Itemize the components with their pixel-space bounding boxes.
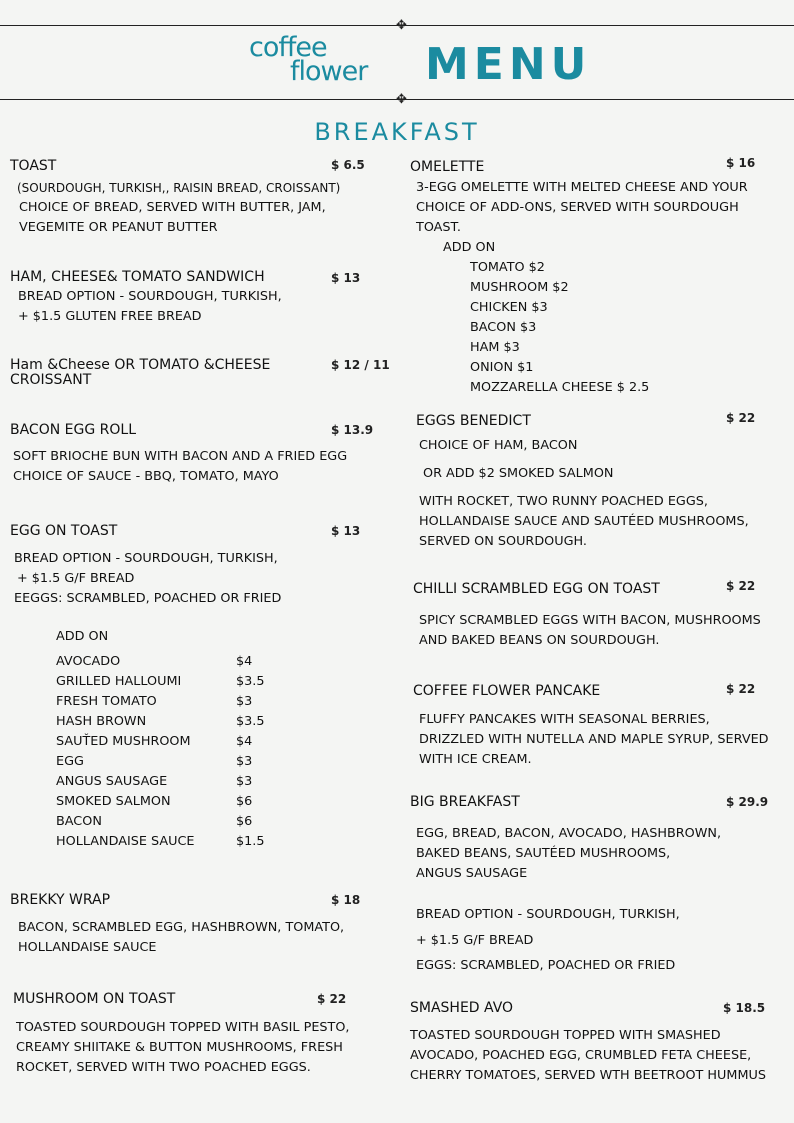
- item-desc-egg-on-toast: [14, 549, 281, 609]
- desc-line: + $1.5 G/F BREAD: [17, 571, 135, 586]
- item-name-croissant: Ham &Cheese OR TOMATO &CHEESE CROISSANT: [10, 357, 271, 388]
- addon-price: $3: [236, 754, 253, 769]
- item-name-omelette: OMELETTE: [410, 159, 485, 175]
- item-name-big-breakfast: BIG BREAKFAST: [410, 794, 520, 810]
- item-name-bacon-egg-roll: BACON EGG ROLL: [10, 422, 136, 438]
- desc-line: EGG, BREAD, BACON, AVOCADO, HASHBROWN,: [416, 826, 722, 841]
- desc-line: CHOICE OF BREAD, SERVED WITH BUTTER, JAM,: [19, 200, 326, 215]
- desc-line: BACON, SCRAMBLED EGG, HASHBROWN, TOMATO,: [18, 920, 345, 935]
- menu-title: MENU: [425, 39, 592, 90]
- addon-name: GRILLED HALLOUMI: [56, 674, 182, 689]
- desc-line: SOFT BRIOCHE BUN WITH BACON AND A FRIED EGG: [13, 449, 348, 464]
- desc-line: CHERRY TOMATOES, SERVED WTH BEETROOT HUMMUS: [410, 1068, 766, 1083]
- item-price-bacon-egg-roll: $ 13.9: [331, 423, 374, 437]
- addon-row: [56, 732, 316, 752]
- addon-price: $3.5: [236, 674, 265, 689]
- item-desc-omelette: [416, 178, 748, 238]
- addon-name: HOLLANDAISE SAUCE: [56, 834, 195, 849]
- logo-coffee-text: coffee: [249, 32, 327, 63]
- desc-line: AND BAKED BEANS ON SOURDOUGH.: [419, 633, 660, 648]
- desc-line: CHOICE OF HAM, BACON: [419, 438, 578, 453]
- desc-line: EGGS: SCRAMBLED, POACHED OR FRIED: [416, 958, 676, 973]
- item-desc-brekky-wrap: [18, 918, 344, 958]
- item-desc-bacon-egg-roll: [13, 447, 347, 487]
- addon-row: ONION $1: [470, 360, 534, 375]
- item-desc-sandwich: [18, 287, 282, 327]
- desc-line: BAKED BEANS, SAUTÉED MUSHROOMS,: [416, 846, 671, 861]
- desc-line: OR ADD $2 SMOKED SALMON: [423, 466, 614, 481]
- desc-line: 3-EGG OMELETTE WITH MELTED CHEESE AND YOUR: [416, 180, 748, 195]
- desc-line: FLUFFY PANCAKES WITH SEASONAL BERRIES,: [419, 712, 710, 727]
- addon-row: [56, 812, 316, 832]
- addon-row: HAM $3: [470, 340, 520, 355]
- section-title-breakfast: BREAKFAST: [314, 118, 480, 146]
- desc-line: WITH ICE CREAM.: [419, 752, 532, 767]
- item-price-omelette: $ 16: [726, 156, 756, 170]
- item-price-egg-on-toast: $ 13: [331, 524, 361, 538]
- item-name-toast: TOAST: [10, 158, 57, 174]
- item-name-egg-on-toast: EGG ON TOAST: [10, 523, 118, 539]
- item-price-mushroom-on-toast: $ 22: [317, 992, 347, 1006]
- item-name-brekky-wrap: BREKKY WRAP: [10, 892, 111, 908]
- desc-line: + $1.5 G/F BREAD: [416, 933, 534, 948]
- addon-row: [56, 772, 316, 792]
- addon-name: ANGUS SAUSAGE: [56, 774, 168, 789]
- addon-price: $6: [236, 794, 253, 809]
- addon-row: [56, 692, 316, 712]
- desc-line: TOAST.: [416, 220, 461, 235]
- item-price-croissant: $ 12 / 11: [331, 358, 390, 372]
- desc-line: SPICY SCRAMBLED EGGS WITH BACON, MUSHROOMS: [419, 613, 761, 628]
- desc-line: HOLLANDAISE SAUCE AND SAUTÉED MUSHROOMS,: [419, 514, 749, 529]
- addon-row: [56, 652, 316, 672]
- desc-line: ROCKET, SERVED WITH TWO POACHED EGGS.: [16, 1060, 311, 1075]
- item-price-brekky-wrap: $ 18: [331, 893, 361, 907]
- top-ornament-icon: ✥: [396, 18, 407, 33]
- item-name-smashed-avo: SMASHED AVO: [410, 1000, 514, 1016]
- addon-row: [56, 712, 316, 732]
- item-price-smashed-avo: $ 18.5: [723, 1001, 766, 1015]
- addon-row: TOMATO $2: [470, 260, 545, 275]
- item-desc-pancake: [419, 710, 769, 770]
- desc-line: SERVED ON SOURDOUGH.: [419, 534, 588, 549]
- desc-line: VEGEMITE OR PEANUT BUTTER: [19, 220, 218, 235]
- addon-price: $4: [236, 734, 253, 749]
- desc-line: WITH ROCKET, TWO RUNNY POACHED EGGS,: [419, 494, 708, 509]
- addon-name: EGG: [56, 754, 84, 769]
- item-name-eggs-benedict: EGGS BENEDICT: [416, 413, 531, 429]
- logo-flower-text: flower: [290, 56, 368, 87]
- bottom-ornament-icon: ✥: [396, 92, 407, 107]
- item-desc-mushroom-on-toast: [16, 1018, 350, 1078]
- omelette-addon-title: ADD ON: [443, 240, 496, 255]
- desc-line: (SOURDOUGH, TURKISH,, RAISIN BREAD, CROISSANT): [17, 181, 341, 195]
- addon-name: AVOCADO: [56, 654, 121, 669]
- item-desc-big-breakfast: [416, 824, 721, 976]
- desc-line: EEGGS: SCRAMBLED, POACHED OR FRIED: [14, 591, 282, 606]
- desc-line: CHOICE OF SAUCE - BBQ, TOMATO, MAYO: [13, 469, 279, 484]
- item-desc-toast: [17, 178, 340, 238]
- desc-line: HOLLANDAISE SAUCE: [18, 940, 157, 955]
- item-name-pancake: COFFEE FLOWER PANCAKE: [413, 683, 601, 699]
- addon-price: $3.5: [236, 714, 265, 729]
- omelette-addon-list: [443, 238, 649, 398]
- desc-line: BREAD OPTION - SOURDOUGH, TURKISH,: [416, 907, 680, 922]
- egg-addon-title: ADD ON: [56, 629, 109, 644]
- desc-line: ANGUS SAUSAGE: [416, 866, 528, 881]
- desc-line: DRIZZLED WITH NUTELLA AND MAPLE SYRUP, SERVED: [419, 732, 769, 747]
- addon-row: [56, 792, 316, 812]
- item-desc-chilli-scrambled-egg: [419, 611, 761, 651]
- item-price-big-breakfast: $ 29.9: [726, 795, 769, 809]
- addon-name: HASH BROWN: [56, 714, 147, 729]
- desc-line: CHOICE OF ADD-ONS, SERVED WITH SOURDOUGH: [416, 200, 739, 215]
- desc-line: BREAD OPTION - SOURDOUGH, TURKISH,: [14, 551, 278, 566]
- addon-price: $4: [236, 654, 253, 669]
- addon-row: BACON $3: [470, 320, 537, 335]
- item-price-toast: $ 6.5: [331, 158, 365, 172]
- addon-row: [56, 832, 316, 852]
- desc-line: TOASTED SOURDOUGH TOPPED WITH SMASHED: [410, 1028, 721, 1043]
- addon-row: [56, 752, 316, 772]
- addon-price: $3: [236, 774, 253, 789]
- addon-price: $3: [236, 694, 253, 709]
- addon-name: SAUŤED MUSHROOM: [56, 734, 191, 749]
- addon-name: FRESH TOMATO: [56, 694, 157, 709]
- item-desc-eggs-benedict: [419, 436, 749, 552]
- addon-price: $6: [236, 814, 253, 829]
- desc-line: + $1.5 GLUTEN FREE BREAD: [18, 309, 202, 324]
- item-price-sandwich: $ 13: [331, 271, 361, 285]
- addon-price: $1.5: [236, 834, 265, 849]
- desc-line: BREAD OPTION - SOURDOUGH, TURKISH,: [18, 289, 282, 304]
- addon-row: MUSHROOM $2: [470, 280, 569, 295]
- item-name-mushroom-on-toast: MUSHROOM ON TOAST: [13, 991, 176, 1007]
- desc-line: AVOCADO, POACHED EGG, CRUMBLED FETA CHEESE,: [410, 1048, 752, 1063]
- item-desc-smashed-avo: [410, 1026, 766, 1086]
- desc-line: TOASTED SOURDOUGH TOPPED WITH BASIL PESTO,: [16, 1020, 350, 1035]
- addon-name: SMOKED SALMON: [56, 794, 171, 809]
- addon-row: MOZZARELLA CHEESE $ 2.5: [470, 380, 650, 395]
- item-name-chilli-scrambled-egg: CHILLI SCRAMBLED EGG ON TOAST: [413, 581, 660, 597]
- item-price-pancake: $ 22: [726, 682, 756, 696]
- item-price-eggs-benedict: $ 22: [726, 411, 756, 425]
- egg-addon-list: [56, 627, 316, 852]
- addon-row: [56, 672, 316, 692]
- desc-line: CREAMY SHIITAKE & BUTTON MUSHROOMS, FRESH: [16, 1040, 343, 1055]
- item-name-sandwich: HAM, CHEESE& TOMATO SANDWICH: [10, 269, 265, 285]
- addon-row: CHICKEN $3: [470, 300, 548, 315]
- item-price-chilli-scrambled-egg: $ 22: [726, 579, 756, 593]
- addon-name: BACON: [56, 814, 102, 829]
